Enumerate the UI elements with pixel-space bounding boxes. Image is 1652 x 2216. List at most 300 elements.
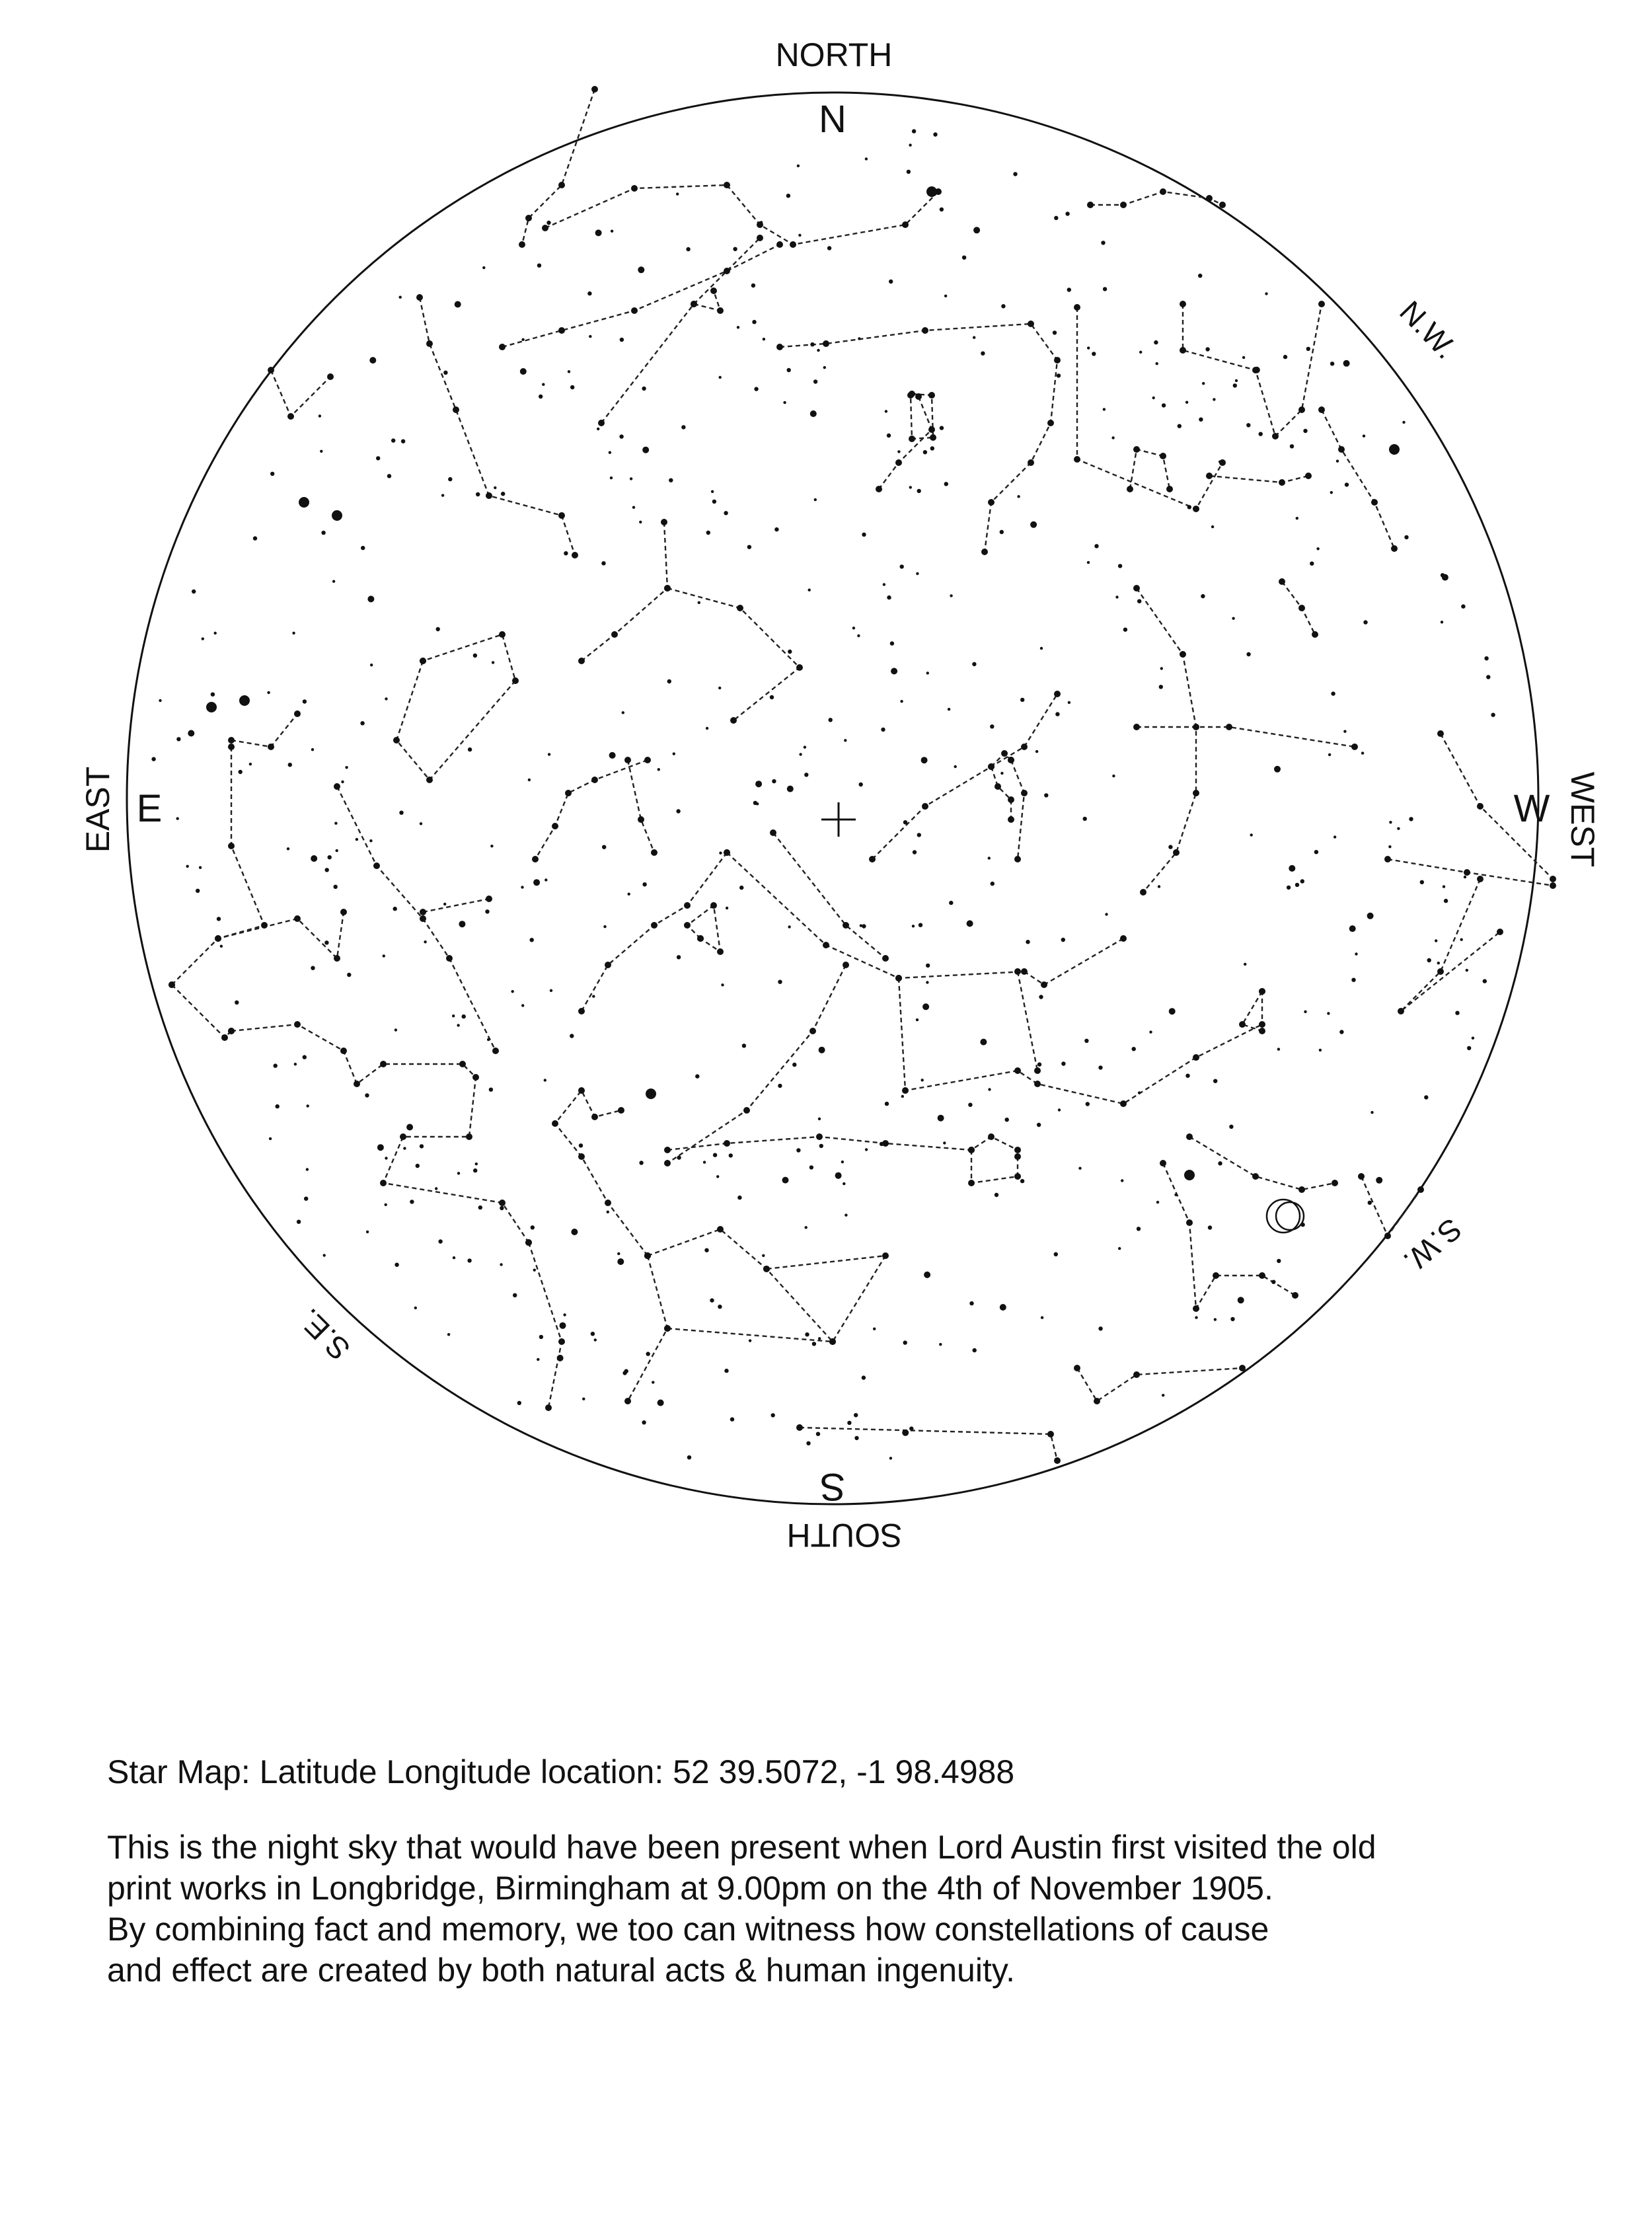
star <box>631 307 638 314</box>
star <box>854 1436 858 1440</box>
star <box>712 903 715 906</box>
star <box>1087 346 1090 349</box>
constellation-line <box>1189 1137 1335 1190</box>
star <box>718 1305 722 1309</box>
star <box>249 763 252 765</box>
star <box>1160 667 1163 669</box>
star <box>940 426 944 430</box>
star <box>1123 628 1127 632</box>
star <box>1298 1186 1305 1193</box>
star <box>1246 652 1250 656</box>
star <box>895 459 902 466</box>
star <box>778 980 782 984</box>
star <box>1152 397 1155 399</box>
star <box>1173 849 1180 856</box>
star <box>1008 816 1014 823</box>
star <box>367 595 374 602</box>
star <box>676 192 679 195</box>
star <box>544 1079 546 1081</box>
star <box>743 1107 750 1114</box>
star <box>928 392 935 399</box>
star <box>788 925 790 928</box>
star <box>717 307 724 314</box>
star <box>394 1263 398 1267</box>
star <box>622 711 624 714</box>
star <box>783 401 786 404</box>
star <box>1435 939 1437 942</box>
zenith-cross-icon <box>821 802 856 837</box>
star <box>1058 1108 1061 1111</box>
star <box>724 1369 728 1373</box>
star <box>885 1102 889 1106</box>
star <box>843 1182 845 1185</box>
star <box>619 434 623 438</box>
star <box>602 845 606 849</box>
caption-body <box>107 1827 1594 1991</box>
star <box>1000 530 1004 534</box>
star <box>1206 195 1213 202</box>
star <box>778 1084 782 1088</box>
star <box>711 490 714 493</box>
star <box>1226 724 1232 730</box>
star <box>519 241 525 248</box>
star <box>1040 647 1043 650</box>
star <box>673 752 675 755</box>
star <box>1343 730 1346 733</box>
star <box>211 693 215 697</box>
star <box>568 370 570 373</box>
star <box>854 1413 858 1417</box>
constellation-line <box>1137 588 1196 892</box>
star <box>717 1226 724 1233</box>
star <box>1339 1030 1343 1034</box>
star <box>1289 865 1295 872</box>
star <box>1298 605 1305 611</box>
star <box>1094 1398 1100 1404</box>
star <box>752 320 756 324</box>
constellation-line <box>667 1137 1018 1150</box>
constellation-line <box>231 714 297 747</box>
star <box>664 1147 671 1153</box>
star <box>1376 1177 1382 1184</box>
star <box>345 766 348 769</box>
star <box>1132 1047 1136 1051</box>
star <box>981 549 988 555</box>
star <box>944 295 947 297</box>
star <box>940 208 944 211</box>
star <box>681 425 685 429</box>
star <box>1363 435 1365 438</box>
star <box>1310 562 1314 566</box>
star <box>1037 1062 1041 1066</box>
star <box>922 1003 929 1010</box>
star <box>1178 424 1182 428</box>
star <box>578 1008 585 1014</box>
sky-horizon-circle <box>127 93 1538 1504</box>
star <box>1137 1227 1141 1231</box>
star <box>597 428 599 430</box>
caption-line: By combining fact and memory, we too can witness how constellations of cause <box>107 1911 1269 1948</box>
star <box>664 585 671 592</box>
star <box>1083 817 1087 821</box>
star <box>1497 929 1503 935</box>
star <box>1333 835 1336 838</box>
star <box>902 1430 909 1436</box>
star <box>730 717 737 724</box>
star <box>1290 444 1294 448</box>
star <box>698 601 700 604</box>
star <box>340 1048 347 1054</box>
star <box>900 564 904 568</box>
star <box>558 512 565 519</box>
star <box>1017 495 1020 498</box>
star <box>829 1338 836 1345</box>
star <box>1005 1118 1009 1122</box>
bright-star <box>646 1089 656 1099</box>
star <box>1305 473 1312 479</box>
star <box>1014 1153 1021 1160</box>
star <box>1259 1028 1265 1034</box>
star <box>642 447 649 453</box>
star-field <box>151 86 1556 1464</box>
star <box>805 1226 807 1229</box>
star <box>1484 656 1488 660</box>
star <box>1133 585 1140 592</box>
star <box>385 1204 387 1206</box>
star <box>443 371 447 375</box>
north-letter-label: N <box>819 98 846 141</box>
star <box>1424 1095 1428 1099</box>
star <box>1008 757 1014 763</box>
star <box>294 1063 297 1065</box>
constellation-line <box>582 853 727 1011</box>
star <box>891 668 897 675</box>
star <box>354 1081 360 1087</box>
constellation-line <box>648 1229 885 1342</box>
star <box>903 1340 907 1344</box>
star <box>812 1342 816 1346</box>
star <box>917 489 921 493</box>
star <box>376 456 380 460</box>
south-word-label: SOUTH <box>786 1517 903 1554</box>
star <box>548 753 550 755</box>
star <box>814 498 817 501</box>
star <box>1098 1065 1102 1069</box>
star <box>1312 631 1318 638</box>
star <box>424 940 426 943</box>
star <box>270 472 274 476</box>
star <box>1265 292 1267 295</box>
star <box>916 1018 919 1021</box>
star <box>1057 373 1061 377</box>
star <box>729 1153 733 1157</box>
star <box>726 907 728 909</box>
star <box>677 955 681 959</box>
star <box>473 654 477 658</box>
star <box>578 1087 585 1094</box>
star <box>416 1164 420 1168</box>
star <box>1330 362 1334 365</box>
star <box>926 964 930 968</box>
star <box>865 1148 868 1151</box>
star <box>1166 486 1173 492</box>
star <box>1486 675 1490 679</box>
star <box>176 817 179 820</box>
star <box>228 843 235 849</box>
star <box>639 1161 643 1165</box>
star <box>1287 886 1291 890</box>
star <box>334 783 340 790</box>
bright-star <box>299 497 309 508</box>
star <box>804 745 806 748</box>
star <box>1133 446 1140 453</box>
star <box>492 1048 499 1054</box>
star <box>1087 202 1094 208</box>
star <box>1491 713 1495 717</box>
bright-star <box>1389 444 1400 455</box>
star <box>1159 685 1163 689</box>
star <box>325 868 329 872</box>
star <box>499 344 506 350</box>
star <box>939 1343 942 1346</box>
star <box>511 990 514 993</box>
star <box>677 1155 681 1159</box>
star <box>924 1272 930 1278</box>
star <box>617 1252 620 1255</box>
star <box>1384 856 1391 862</box>
star <box>841 1161 844 1163</box>
star <box>1139 351 1142 354</box>
star <box>717 948 724 955</box>
star <box>472 1074 479 1081</box>
star <box>550 989 552 992</box>
star <box>1044 793 1048 797</box>
star <box>642 387 646 391</box>
star <box>542 383 544 386</box>
star <box>1361 751 1364 754</box>
star <box>808 589 811 592</box>
star <box>1000 1304 1006 1311</box>
star <box>486 896 492 902</box>
star <box>1014 856 1021 862</box>
star <box>747 545 751 549</box>
star <box>486 492 492 499</box>
star <box>819 1144 823 1148</box>
star <box>909 143 911 146</box>
star <box>1105 913 1108 915</box>
star <box>578 1153 585 1160</box>
star <box>1259 1021 1265 1028</box>
star <box>618 1107 624 1114</box>
constellation-line <box>780 324 1057 552</box>
star <box>1274 766 1281 773</box>
star <box>943 1141 946 1144</box>
star <box>334 885 338 889</box>
star <box>533 879 540 886</box>
star <box>1185 1074 1189 1078</box>
northwest-label: N.W. <box>1393 293 1464 365</box>
star <box>589 335 591 338</box>
star <box>796 664 803 671</box>
star <box>895 975 902 981</box>
star <box>192 590 196 593</box>
star <box>1054 691 1061 697</box>
star <box>366 1231 369 1233</box>
star <box>719 852 722 855</box>
star <box>482 266 485 269</box>
star <box>1404 535 1408 539</box>
constellation-lines <box>172 89 1553 1461</box>
constellation-line <box>1077 307 1222 509</box>
star <box>459 1061 466 1067</box>
star <box>1054 1252 1058 1256</box>
star <box>818 1337 821 1340</box>
star <box>1137 599 1141 603</box>
star <box>552 1120 558 1127</box>
star <box>862 924 866 928</box>
star <box>687 1455 691 1459</box>
star <box>948 708 950 710</box>
star <box>572 552 578 558</box>
star <box>1185 401 1188 404</box>
star <box>1437 962 1440 964</box>
constellation-line <box>231 1024 529 1242</box>
star <box>944 482 948 486</box>
star <box>810 410 817 417</box>
star <box>320 450 322 453</box>
star <box>988 763 995 770</box>
caption-line: and effect are created by both natural acts & human ingenuity. <box>107 1952 1016 1989</box>
star <box>624 757 631 763</box>
star <box>859 783 863 786</box>
star <box>806 1441 810 1445</box>
star <box>790 241 796 248</box>
star <box>903 820 907 824</box>
bright-star <box>1184 1170 1195 1180</box>
star <box>1149 1030 1152 1033</box>
star <box>462 1014 466 1018</box>
star <box>664 1325 671 1332</box>
star <box>844 739 846 742</box>
star <box>1162 1394 1164 1396</box>
star <box>565 790 572 796</box>
star <box>453 1256 455 1259</box>
star <box>221 1034 228 1041</box>
star <box>883 583 885 586</box>
caption-title: Star Map: Latitude Longitude location: 52 39.5072, -1 98.4988 <box>107 1753 1015 1790</box>
star <box>968 1103 972 1107</box>
star <box>1389 821 1392 823</box>
constellation-line <box>727 853 1123 985</box>
star <box>916 572 919 575</box>
star <box>991 882 995 886</box>
star <box>340 909 347 915</box>
star <box>377 1144 384 1151</box>
star <box>1074 1365 1080 1371</box>
star <box>1477 876 1483 882</box>
star <box>954 765 957 768</box>
star <box>787 786 794 792</box>
star <box>1199 418 1203 422</box>
star <box>771 1413 775 1417</box>
star <box>1047 420 1054 426</box>
star <box>196 889 200 893</box>
star <box>400 1133 406 1140</box>
star <box>1030 521 1037 528</box>
star <box>995 1193 998 1197</box>
star <box>399 811 403 815</box>
southeast-label: S.E. <box>291 1302 357 1367</box>
star <box>909 436 915 442</box>
star <box>885 410 887 412</box>
star <box>1336 460 1339 463</box>
star <box>862 533 866 537</box>
star <box>494 486 496 489</box>
constellation-line <box>872 694 1057 859</box>
star <box>1384 1233 1391 1239</box>
star <box>737 326 739 328</box>
star <box>1306 347 1310 351</box>
star <box>492 661 494 664</box>
star <box>1238 1297 1244 1303</box>
star <box>1156 1201 1159 1204</box>
star <box>1296 517 1298 519</box>
star <box>361 546 365 550</box>
star <box>1398 1008 1404 1014</box>
star <box>697 935 704 942</box>
star <box>1318 301 1325 307</box>
caption <box>107 1751 1594 1991</box>
star <box>436 627 440 631</box>
star <box>512 677 519 684</box>
star <box>1156 362 1158 365</box>
star <box>1035 750 1038 753</box>
bright-star <box>206 702 217 712</box>
star <box>410 1200 414 1204</box>
constellation-line <box>1018 972 1037 1071</box>
star <box>933 132 937 136</box>
star <box>1388 845 1391 848</box>
star <box>1358 1173 1365 1180</box>
star <box>1041 1317 1043 1319</box>
star <box>239 770 243 774</box>
star <box>1252 1173 1259 1180</box>
star <box>453 406 459 413</box>
star <box>528 779 531 781</box>
star <box>1118 1247 1121 1250</box>
star <box>268 744 274 750</box>
star <box>922 803 928 810</box>
star <box>426 777 433 783</box>
star <box>1103 287 1107 291</box>
star <box>468 747 472 751</box>
star <box>1472 1037 1474 1040</box>
star <box>809 1165 813 1169</box>
star <box>533 1269 536 1272</box>
star <box>1467 1046 1471 1050</box>
star <box>835 1172 842 1179</box>
star <box>473 1168 477 1172</box>
star <box>532 856 539 862</box>
star <box>1213 398 1215 401</box>
star <box>973 336 975 339</box>
star <box>1349 925 1356 932</box>
star <box>517 1401 521 1405</box>
star <box>303 699 307 703</box>
constellation-line <box>1361 1176 1421 1236</box>
star <box>763 338 765 340</box>
star <box>632 506 635 509</box>
